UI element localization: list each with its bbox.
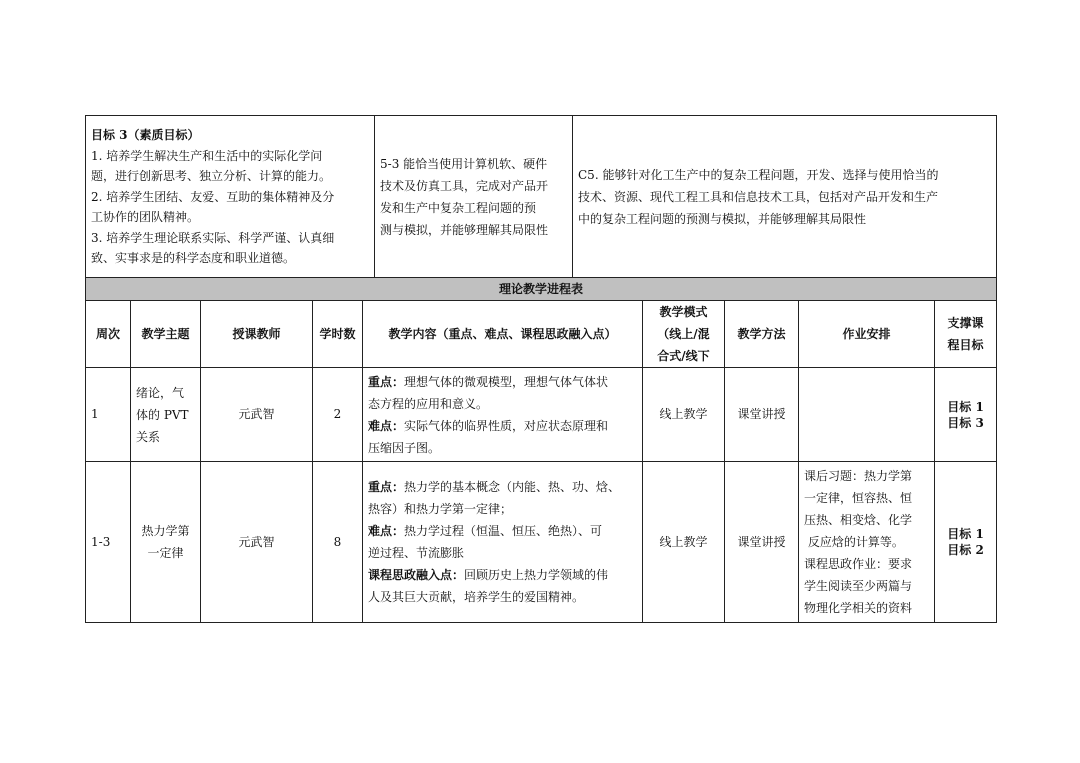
mode-cell: 线上教学 <box>643 368 725 462</box>
header-target-line: 程目标 <box>947 338 984 352</box>
method-cell: 课堂讲授 <box>725 462 799 623</box>
homework-line: 一定律，恒容热、恒 <box>804 491 913 505</box>
homework-line: 课后习题：热力学第 <box>804 469 913 483</box>
objective-3-line: 3. 培养学生理论联系实际、科学严谨、认真细 <box>91 230 335 245</box>
header-week: 周次 <box>86 301 131 368</box>
objective-3-title: 目标 3（素质目标） <box>91 128 200 143</box>
topic-line: 体的 PVT <box>136 407 189 422</box>
week-cell: 1 <box>86 368 131 462</box>
objective-3-cell <box>86 116 375 279</box>
mode-cell: 线上教学 <box>643 462 725 623</box>
content-text: 态方程的应用和意义。 <box>368 396 489 411</box>
homework-cell <box>799 462 935 623</box>
schedule-table <box>85 277 997 623</box>
content-text: 实际气体的临界性质，对应状态原理和 <box>404 418 609 433</box>
content-label: 重点： <box>368 374 405 389</box>
homework-line: 压热、相变焓、化学 <box>804 513 913 527</box>
objective-3-line: 工协作的团队精神。 <box>91 210 200 225</box>
header-topic: 教学主题 <box>131 301 201 368</box>
content-text: 理想气体的微观模型，理想气体气体状 <box>404 374 609 389</box>
target-cell <box>935 368 997 462</box>
header-row <box>86 301 997 368</box>
graduate-requirement-line: C5. 能够针对化工生产中的复杂工程问题，开发、选择与使用恰当的 <box>578 168 939 182</box>
header-target <box>935 301 997 368</box>
header-mode-line: 教学模式 <box>659 305 708 319</box>
objective-3-line: 2. 培养学生团结、友爱、互助的集体精神及分 <box>91 189 335 204</box>
table-row <box>86 462 997 623</box>
table-row <box>86 368 997 462</box>
target-item: 目标 1 <box>947 399 984 414</box>
graduate-requirement-cell <box>573 116 997 279</box>
content-text: 热力学的基本概念（内能、热、功、焓、 <box>404 480 621 494</box>
indicator-line: 5-3 能恰当使用计算机软、硬件 <box>380 157 548 171</box>
teacher-cell: 元武智 <box>201 462 313 623</box>
target-item: 目标 3 <box>947 415 984 430</box>
homework-line: 反应焓的计算等。 <box>804 535 904 549</box>
week-cell: 1-3 <box>86 462 131 623</box>
content-text: 人及其巨大贡献，培养学生的爱国精神。 <box>368 590 585 604</box>
content-label: 难点： <box>368 418 405 433</box>
indicator-line: 发和生产中复杂工程问题的预 <box>380 201 537 215</box>
indicator-line: 技术及仿真工具，完成对产品开 <box>380 179 549 193</box>
homework-line: 物理化学相关的资料 <box>804 601 913 615</box>
topic-line: 热力学第 <box>141 524 190 538</box>
target-item: 目标 2 <box>947 543 984 557</box>
objectives-table <box>85 115 997 279</box>
target-cell <box>935 462 997 623</box>
objectives-row <box>86 116 997 279</box>
header-mode <box>643 301 725 368</box>
hours-cell: 2 <box>313 368 363 462</box>
topic-cell <box>131 368 201 462</box>
content-text: 逆过程、节流膨胀 <box>368 546 465 560</box>
content-cell <box>363 462 643 623</box>
content-text: 压缩因子图。 <box>368 440 441 455</box>
header-homework: 作业安排 <box>799 301 935 368</box>
hours-cell: 8 <box>313 462 363 623</box>
header-hours: 学时数 <box>313 301 363 368</box>
target-item: 目标 1 <box>947 527 984 541</box>
objective-3-line: 致、实事求是的科学态度和职业道德。 <box>91 251 296 266</box>
objective-3-line: 1. 培养学生解决生产和生活中的实际化学问 <box>91 148 323 163</box>
header-mode-line: 合式/线下 <box>657 349 710 363</box>
homework-line: 学生阅读至少两篇与 <box>804 579 913 593</box>
section-title: 理论教学进程表 <box>86 278 997 301</box>
objective-3-line: 题，进行创新思考、独立分析、计算的能力。 <box>91 169 332 184</box>
content-text: 回顾历史上热力学领域的伟 <box>464 568 609 582</box>
content-cell <box>363 368 643 462</box>
graduate-requirement-line: 中的复杂工程问题的预测与模拟，并能够理解其局限性 <box>578 212 867 226</box>
method-cell: 课堂讲授 <box>725 368 799 462</box>
topic-line: 一定律 <box>147 546 184 560</box>
topic-cell <box>131 462 201 623</box>
topic-line: 关系 <box>136 429 161 444</box>
content-text: 热容）和热力学第一定律； <box>368 502 513 516</box>
teacher-cell: 元武智 <box>201 368 313 462</box>
homework-cell <box>799 368 935 462</box>
content-label: 课程思政融入点： <box>368 568 465 582</box>
indicator-line: 测与模拟，并能够理解其局限性 <box>380 223 549 237</box>
header-teacher: 授课教师 <box>201 301 313 368</box>
content-label: 难点： <box>368 524 405 538</box>
content-text: 热力学过程（恒温、恒压、绝热）、可 <box>404 524 603 538</box>
header-target-line: 支撑课 <box>947 316 984 330</box>
indicator-cell <box>375 116 573 279</box>
header-method: 教学方法 <box>725 301 799 368</box>
header-mode-line: （线上/混 <box>657 327 710 341</box>
header-content: 教学内容（重点、难点、课程思政融入点） <box>363 301 643 368</box>
content-label: 重点： <box>368 480 405 494</box>
homework-line: 课程思政作业：要求 <box>804 557 913 571</box>
topic-line: 绪论，气 <box>136 385 185 400</box>
graduate-requirement-line: 技术、资源、现代工程工具和信息技术工具，包括对产品开发和生产 <box>578 190 939 204</box>
